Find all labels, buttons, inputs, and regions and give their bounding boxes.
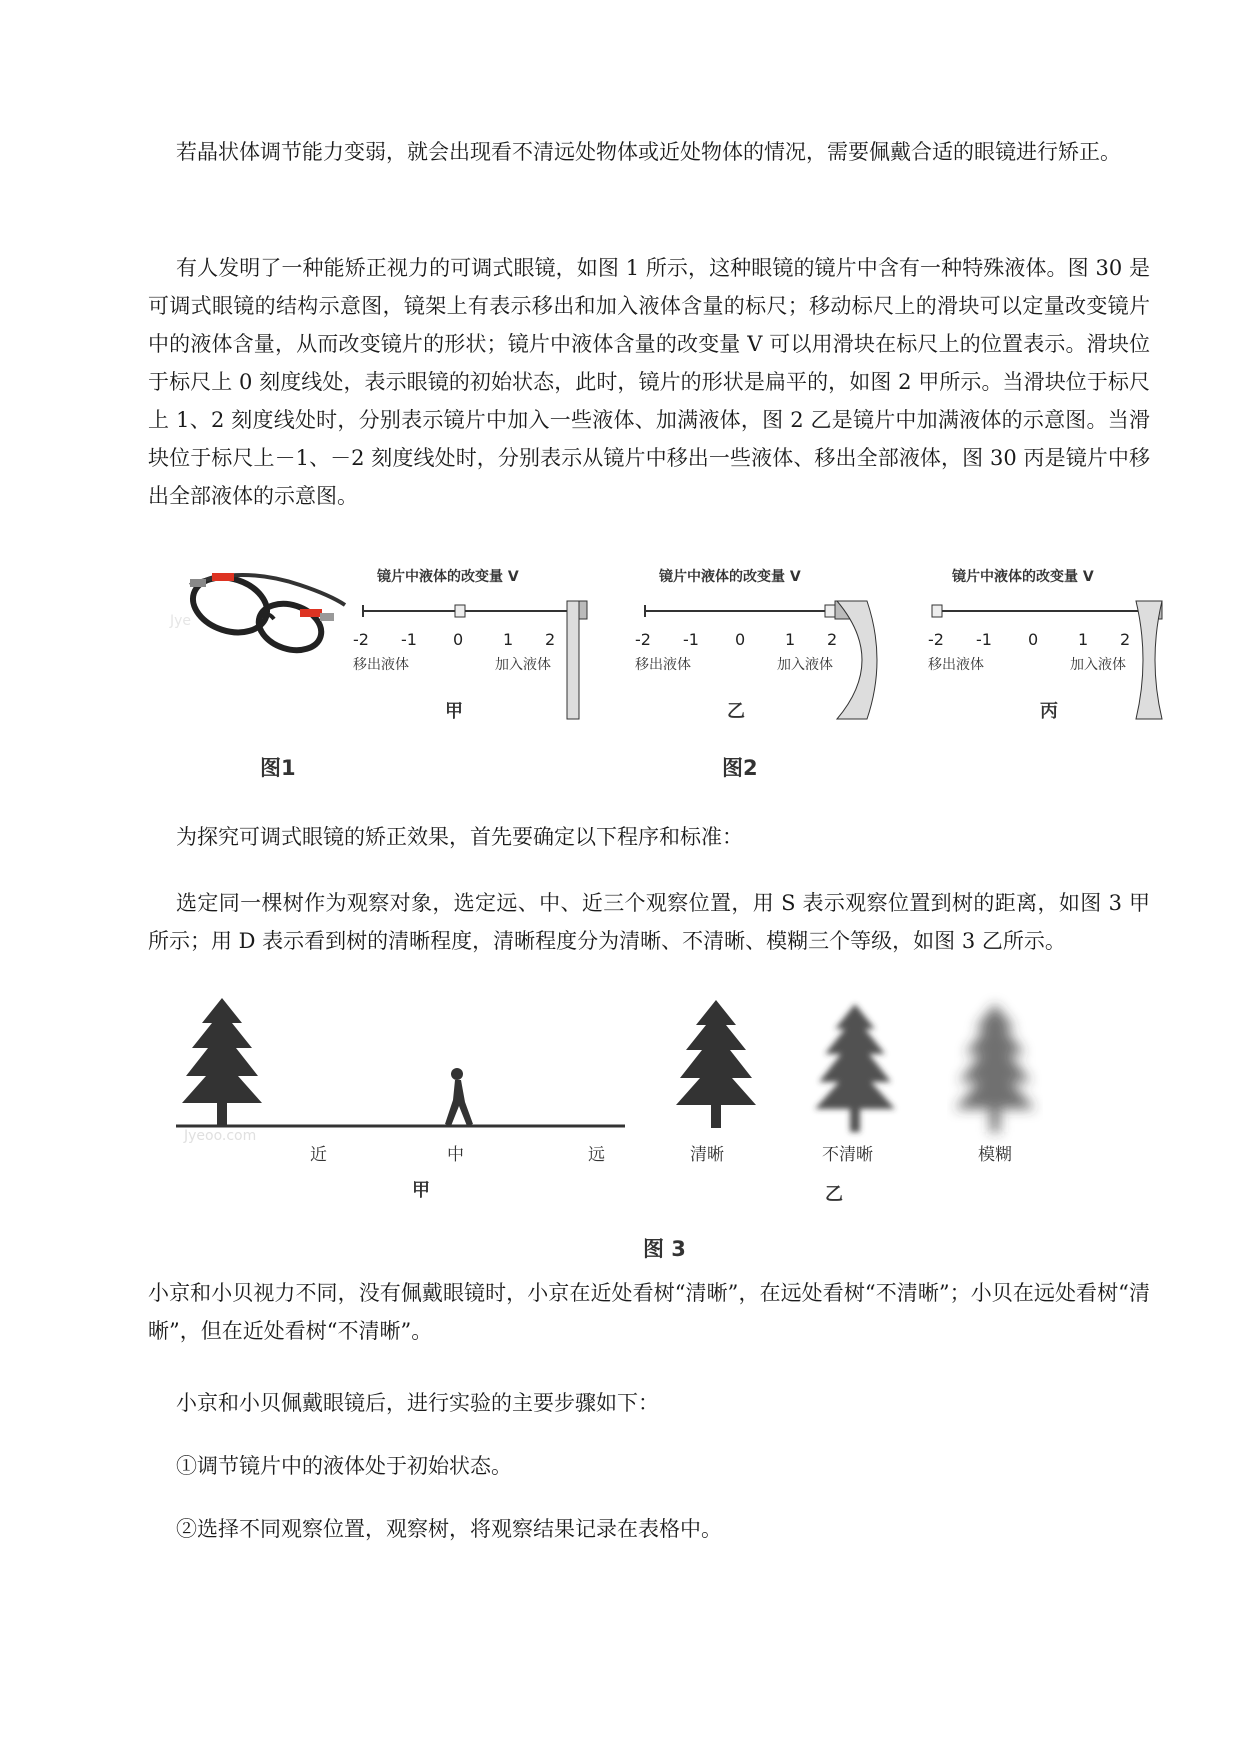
ruler-panel-bing [928,568,1162,722]
panel-label: 乙 [727,701,745,722]
tick-label: 0 [1028,630,1039,649]
figure-3-caption: 图 3 [643,1237,686,1261]
add-liquid-label: 加入液体 [777,657,833,673]
tree-unclear-icon [815,1004,895,1132]
clarity-blurry-label: 模糊 [978,1145,1012,1165]
figure-3-left-label: 甲 [412,1180,430,1201]
tick-label: -2 [928,630,944,649]
paragraph-4: 选定同一棵树作为观察对象，选定远、中、近三个观察位置，用 S 表示观察位置到树的距离，如图 3 甲所示；用 D 表示看到树的清晰程度，清晰程度分为清晰、不清晰、模糊三个等级，如图 3 乙所示。 [148,891,1150,953]
tick-label: 0 [735,630,746,649]
walking-person-icon [445,1068,473,1126]
tick-label: -1 [976,630,992,649]
figure-3-right-label: 乙 [825,1184,843,1205]
ruler-title: 镜片中液体的改变量 V [659,569,801,585]
clarity-unclear-label: 不清晰 [822,1145,873,1165]
remove-liquid-label: 移出液体 [928,657,984,673]
tick-label: 1 [503,630,514,649]
remove-liquid-label: 移出液体 [635,657,691,673]
panel-label: 甲 [445,701,463,722]
watermark-text: Jyeoo.com [184,1128,257,1144]
clarity-clear-label: 清晰 [690,1145,724,1165]
tick-label: 0 [453,630,464,649]
tick-label: -2 [353,630,369,649]
slider [455,605,465,617]
panel-label: 丙 [1040,701,1058,722]
add-liquid-label: 加入液体 [495,657,551,673]
tree-icon [182,998,262,1126]
tick-label: 1 [1078,630,1089,649]
tick-label: 2 [827,630,838,649]
paragraph-8: ②选择不同观察位置，观察树，将观察结果记录在表格中。 [176,1517,722,1541]
paragraph-5: 小京和小贝视力不同，没有佩戴眼镜时，小京在近处看树“清晰”，在远处看树“不清晰”；小贝在远处看树“清晰”，但在近处看树“不清晰”。 [148,1281,1150,1343]
position-far: 远 [588,1145,605,1165]
tick-label: -1 [683,630,699,649]
tick-label: -2 [635,630,651,649]
ruler-title: 镜片中液体的改变量 V [377,569,519,585]
slider [932,605,942,617]
glasses-figure [150,545,350,715]
watermark-text: Jye [170,613,192,629]
ruler-panel-yi [635,568,877,722]
paragraph-1: 若晶状体调节能力变弱，就会出现看不清远处物体或近处物体的情况，需要佩戴合适的眼镜进行矫正。 [176,140,1121,164]
tick-label: 1 [785,630,796,649]
remove-liquid-label: 移出液体 [353,657,409,673]
paragraph-3: 为探究可调式眼镜的矫正效果，首先要确定以下程序和标准： [176,825,743,849]
tick-label: 2 [1120,630,1131,649]
tree-clear-icon [676,1000,756,1128]
paragraph-2: 有人发明了一种能矫正视力的可调式眼镜，如图 1 所示，这种眼镜的镜片中含有一种特殊液体。图 30 是可调式眼镜的结构示意图，镜架上有表示移出和加入液体含量的标尺；移动标尺上的滑块可以定量改变镜片中的液体含量，从而改变镜片的形状；镜片中液体含量的改变量 V 可以用滑块在标尺上的位置表示。滑块位于标尺上 0 刻度线处，表示眼镜的初始状态，此时，镜片的形状是扁平的，如图 2 甲所示。当滑块位于标尺上 1、2 刻度线处时，分别表示镜片中加入一些液体、加满液体，图 2 乙是镜片中加满液体的示意图。当滑块位于标尺上－1、－2 刻度线处时，分别表示从镜片中移出一些液体、移出全部液体，图 30 丙是镜片中移出全部液体的示意图。 [148,256,1150,508]
figure-1-caption: 图1 [260,756,296,780]
position-middle: 中 [447,1145,464,1165]
ruler-panel-jia [353,568,587,722]
ruler-title: 镜片中液体的改变量 V [952,569,1094,585]
paragraph-6: 小京和小贝佩戴眼镜后，进行实验的主要步骤如下： [176,1391,659,1415]
slider [825,605,835,617]
add-liquid-label: 加入液体 [1070,657,1126,673]
tree-blurry-icon [955,1004,1035,1132]
tick-label: -1 [401,630,417,649]
position-near: 近 [310,1145,327,1165]
figure-2-caption: 图2 [722,756,758,780]
tick-label: 2 [545,630,556,649]
lens-ruler-figure [353,565,1185,722]
paragraph-7: ①调节镜片中的液体处于初始状态。 [176,1454,512,1478]
